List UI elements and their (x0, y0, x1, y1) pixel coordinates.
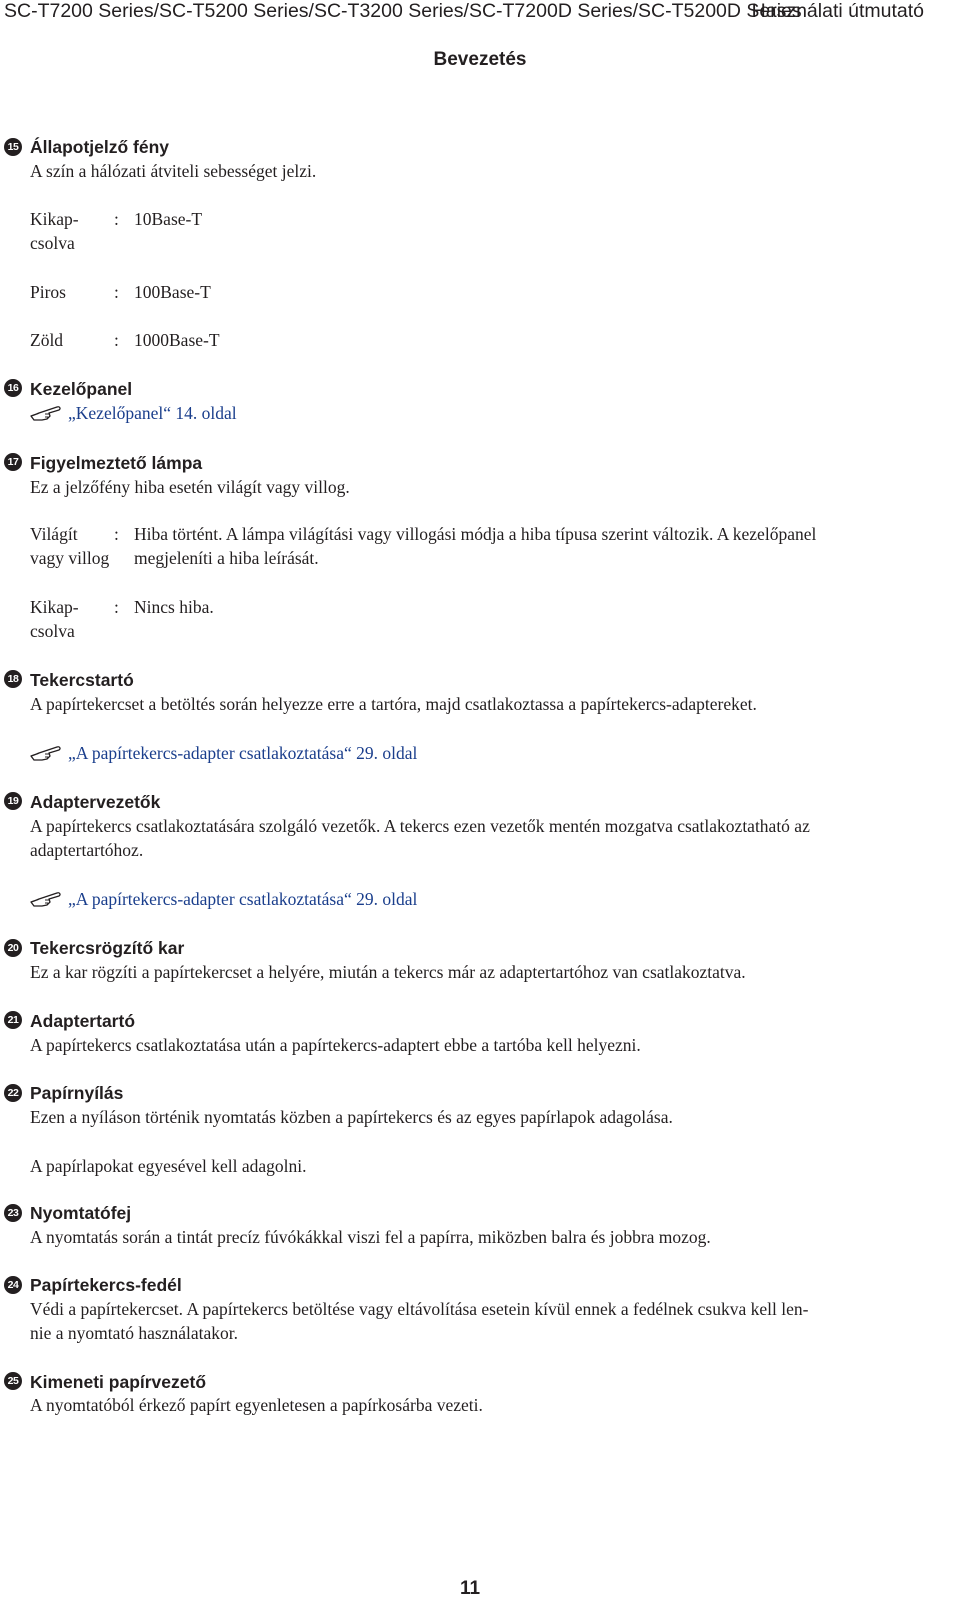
term-label: Zöld (30, 330, 64, 350)
term-colon: : (114, 209, 119, 229)
item-description: A szín a hálózati átviteli sebességet jelzi. (30, 161, 317, 181)
term-colon: : (114, 597, 119, 617)
item-description: A nyomtatóból érkező papírt egyenletesen a papírkosárba vezeti. (30, 1395, 483, 1415)
page-reference-link[interactable]: „Kezelőpanel“ 14. oldal (30, 401, 237, 425)
item-description: A nyomtatás során a tintát precíz fúvókákkal viszi fel a papírra, miközben balra és jobbra mozog. (30, 1227, 711, 1247)
item-description-note: A papírlapokat egyesével kell adagolni. (30, 1156, 307, 1176)
item-title: Kimeneti papírvezető (30, 1372, 207, 1392)
item-number-badge: 25 (4, 1372, 22, 1390)
item-description: Ez a kar rögzíti a papírtekercset a helyére, miután a tekercs már az adaptertartóhoz van csatlakoztatva. (30, 962, 746, 982)
item-number-badge: 21 (4, 1011, 22, 1029)
item-title: Papírtekercs-fedél (30, 1275, 182, 1295)
item-number-badge: 20 (4, 939, 22, 957)
page-reference-link[interactable]: „A papírtekercs-adapter csatlakoztatása“ 29. oldal (30, 887, 417, 911)
item-description: Védi a papírtekercset. A papírtekercs betöltése vagy eltávolítása esetein kívül ennek a fedélnek csukva kell len- nie a nyomtató használatakor. (30, 1299, 809, 1343)
item-title: Nyomtatófej (30, 1203, 132, 1223)
term-colon: : (114, 524, 119, 544)
item-number-badge: 15 (4, 138, 22, 156)
item-title: Figyelmeztető lámpa (30, 453, 203, 473)
term-value: Nincs hiba. (134, 597, 214, 617)
item-title: Adaptervezetők (30, 792, 161, 812)
item-description: Ezen a nyíláson történik nyomtatás közben a papírtekercs és az egyes papírlapok adagolása. (30, 1107, 673, 1127)
term-label: Piros (30, 282, 66, 302)
header-models: SC-T7200 Series/SC-T5200 Series/SC-T3200 Series/SC-T7200D Series/SC-T5200D Series (4, 0, 802, 22)
term-value: 100Base-T (134, 282, 211, 302)
term-colon: : (114, 330, 119, 350)
item-number-badge: 22 (4, 1084, 22, 1102)
item-title: Kezelőpanel (30, 379, 133, 399)
item-number-badge: 18 (4, 670, 22, 688)
item-title: Papírnyílás (30, 1083, 124, 1103)
item-number-badge: 16 (4, 379, 22, 397)
item-description: A papírtekercs csatlakoztatása után a papírtekercs-adaptert ebbe a tartóba kell helyezni. (30, 1035, 641, 1055)
term-value: 1000Base-T (134, 330, 220, 350)
item-number-badge: 23 (4, 1204, 22, 1222)
item-number-badge: 17 (4, 453, 22, 471)
section-title: Bevezetés (433, 49, 527, 70)
item-description: Ez a jelzőfény hiba esetén világít vagy villog. (30, 477, 350, 497)
item-number-badge: 19 (4, 792, 22, 810)
pointing-hand-icon (30, 744, 62, 762)
term-value: Hiba történt. A lámpa világítási vagy villogási módja a hiba típusa szerint változik. A kezelőpanel megjeleníti a hiba leírását. (134, 524, 817, 568)
item-title: Tekercsrögzítő kar (30, 938, 185, 958)
term-colon: : (114, 282, 119, 302)
term-label: Kikap- csolva (30, 209, 79, 253)
item-title: Állapotjelző fény (30, 137, 170, 157)
item-description: A papírtekercs csatlakoztatására szolgáló vezetők. A tekercs ezen vezetők mentén mozgatva csatlakoztatható az adaptertartóhoz. (30, 816, 810, 860)
term-label: Kikap- csolva (30, 597, 79, 641)
header-doc-title: Használati útmutató (751, 0, 924, 22)
term-value: 10Base-T (134, 209, 203, 229)
item-description: A papírtekercset a betöltés során helyezze erre a tartóra, majd csatlakoztassa a papírtekercs-adaptereket. (30, 694, 757, 714)
term-label: Világít vagy villog (30, 524, 110, 568)
pointing-hand-icon (30, 404, 62, 422)
item-number-badge: 24 (4, 1276, 22, 1294)
item-title: Tekercstartó (30, 670, 134, 690)
page-reference-link[interactable]: „A papírtekercs-adapter csatlakoztatása“ 29. oldal (30, 741, 417, 765)
pointing-hand-icon (30, 890, 62, 908)
item-title: Adaptertartó (30, 1011, 136, 1031)
page-number: 11 (459, 1578, 481, 1599)
